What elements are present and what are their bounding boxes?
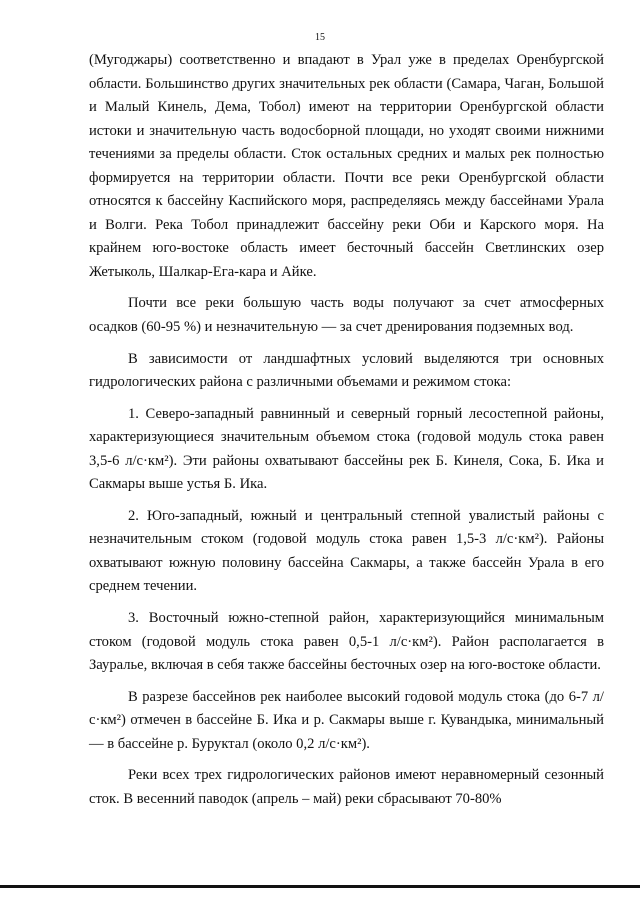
paragraph-runoff-modulus: В разрезе бассейнов рек наиболее высокий годовой модуль стока (до 6-7 л/с·км²) отмечен в бассейне Б. Ика и р. Сакмары выше г. Кувандыка, минимальный — в бассейне р. Буруктал (около 0,2 л/с·км²). [89,688,604,752]
paragraph-region-1: 1. Северо-западный равнинный и северный горный лесостепной районы, характеризующиеся значительным объемом стока (годовой модуль стока равен 3,5-6 л/с·км²). Эти районы охватывают бассейны рек Б. Кинеля, Сока, Б. Ика и Сакмары выше устья Б. Ика. [89,405,604,493]
paragraph-region-2: 2. Юго-западный, южный и центральный степной увалистый районы с незначительным стоком (годовой модуль стока равен 1,5-3 л/с·км²). Районы охватывают южную половину бассейна Сакмары, а также бассейн Урала в его среднем течении. [89,507,604,595]
paragraph-hydrological-regions-intro: В зависимости от ландшафтных условий выделяются три основных гидрологических района с различными объемами и режимом стока: [89,350,604,391]
paragraph-region-3: 3. Восточный южно-степной район, характеризующийся минимальным стоком (годовой модуль стока равен 0,5-1 л/с·км²). Район располагается в Зауралье, включая в себя также бассейны бесточных озер на юго-востоке области. [89,610,604,674]
bottom-scan-border [0,885,640,888]
paragraph-water-sources: Почти все реки большую часть воды получают за счет атмосферных осадков (60-95 %) и незначительную — за счет дренирования подземных вод. [89,295,604,336]
paragraph-seasonal-runoff: Реки всех трех гидрологических районов имеют неравномерный сезонный сток. В весенний паводок (апрель – май) реки сбрасывают 70-80% [89,767,604,807]
page-number: 15 [315,32,325,43]
document-body [89,49,604,811]
paragraph-rivers-overview: (Мугоджары) соответственно и впадают в Урал уже в пределах Оренбургской области. Большинство других значительных рек области (Самара, Чаган, Большой и Малый Кинель, Дема, Тобол) имеют на территории Оренбургской области истоки и значительную часть водосборной площади, но уходят своими нижними течениями за пределы области. Сток остальных средних и малых рек полностью формируется на территории области. Почти все реки Оренбургской области относятся к бассейну Каспийского моря, распределяясь между бассейнами Урала и Волги. Река Тобол принадлежит бассейну реки Оби и Карского моря. На крайнем юго-востоке область имеет бесточный бассейн Светлинских озер Жетыколь, Шалкар-Ега-кара и Айке. [89,52,604,280]
